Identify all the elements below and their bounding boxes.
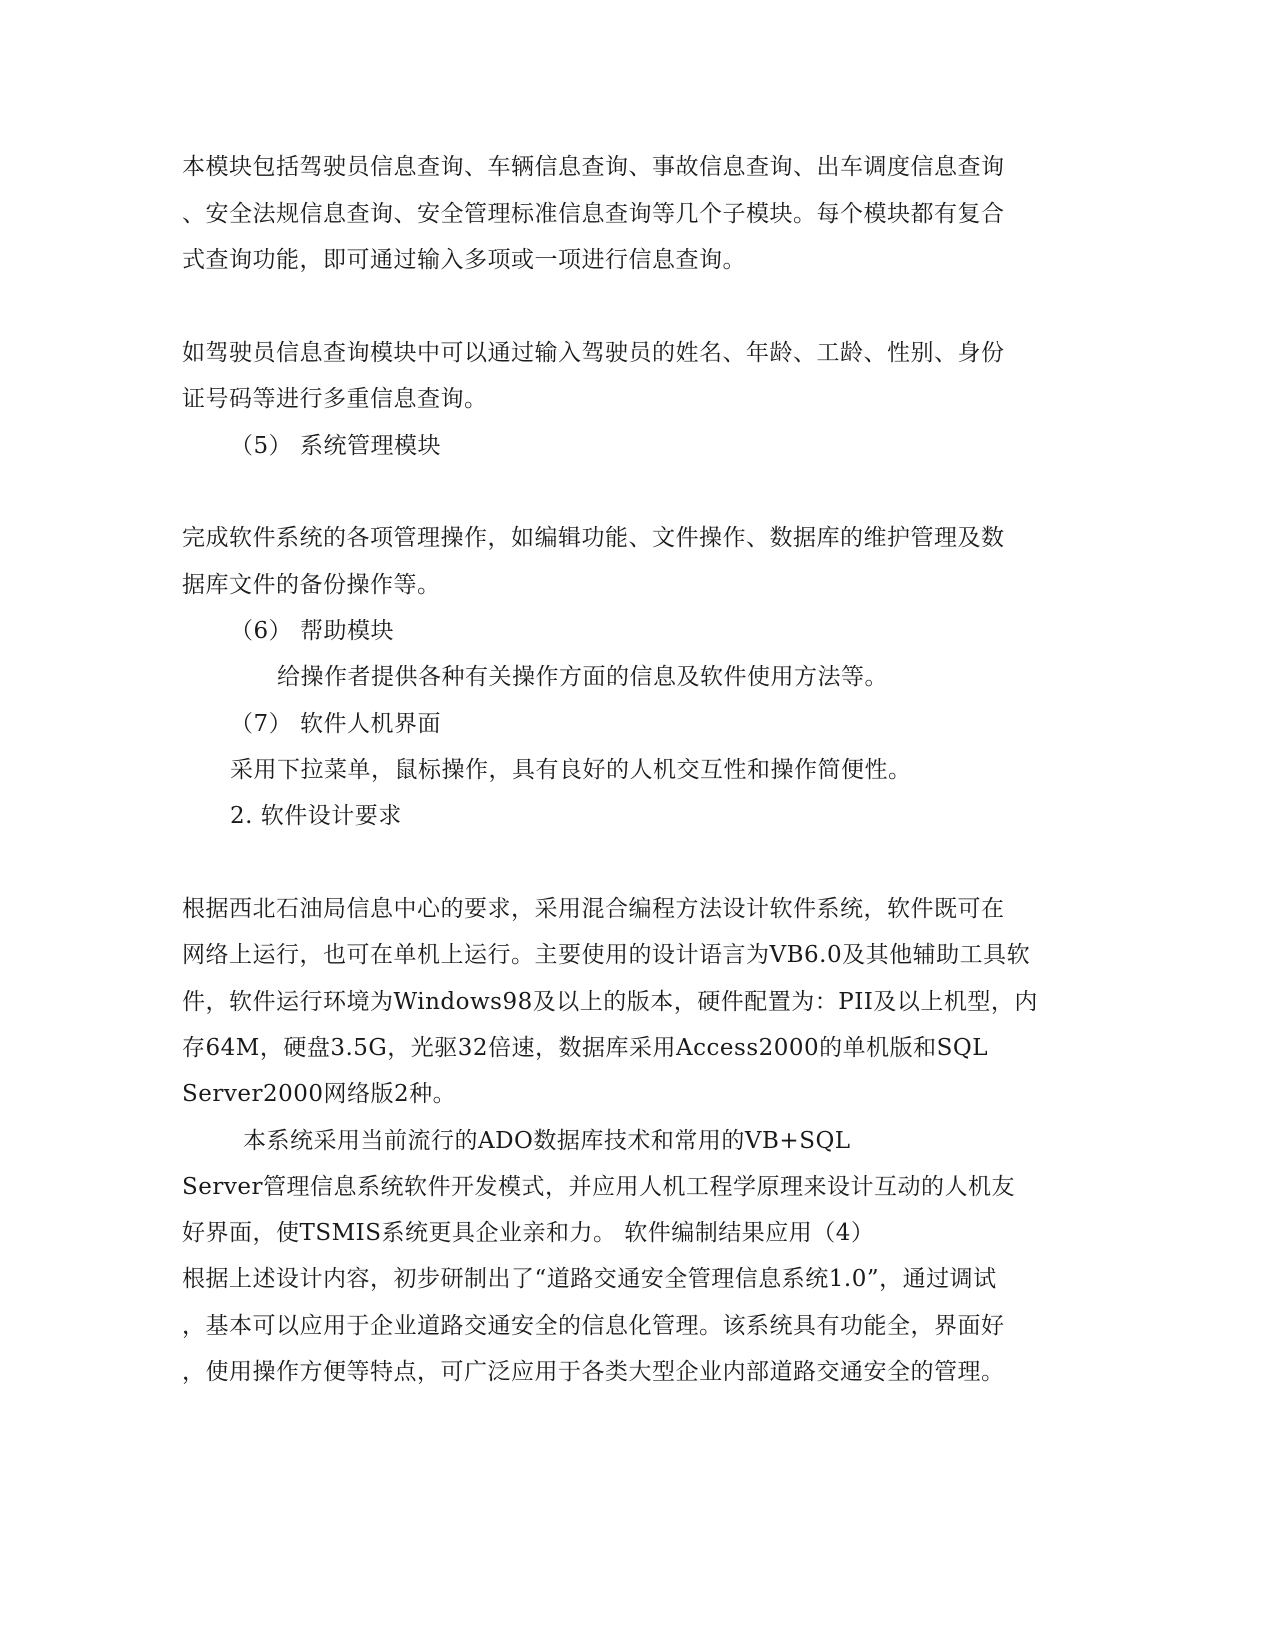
section-heading: （5） 系统管理模块	[230, 433, 441, 459]
text-line: 件，软件运行环境为Windows98及以上的版本，硬件配置为：PII及以上机型，内	[182, 989, 1038, 1015]
text-line: 式查询功能，即可通过输入多项或一项进行信息查询。	[182, 247, 746, 273]
text-line: ，基本可以应用于企业道路交通安全的信息化管理。该系统具有功能全，界面好	[182, 1313, 1005, 1339]
text-line: Server2000网络版2种。	[182, 1081, 457, 1107]
text-line: ，使用操作方便等特点，可广泛应用于各类大型企业内部道路交通安全的管理。	[182, 1359, 1005, 1385]
text-line: 完成软件系统的各项管理操作，如编辑功能、文件操作、数据库的维护管理及数	[182, 525, 1005, 551]
text-line: 根据西北石油局信息中心的要求，采用混合编程方法设计软件系统，软件既可在	[182, 896, 1005, 922]
text-line: 采用下拉菜单，鼠标操作，具有良好的人机交互性和操作简便性。	[230, 757, 912, 783]
text-line: 本系统采用当前流行的ADO数据库技术和常用的VB+SQL	[243, 1128, 851, 1154]
section-heading: （6） 帮助模块	[230, 618, 394, 644]
text-line: 网络上运行，也可在单机上运行。主要使用的设计语言为VB6.0及其他辅助工具软	[182, 942, 1031, 968]
text-line: 给操作者提供各种有关操作方面的信息及软件使用方法等。	[277, 664, 888, 690]
section-heading: 2. 软件设计要求	[230, 803, 402, 829]
text-line: 据库文件的备份操作等。	[182, 572, 441, 598]
section-heading: （7） 软件人机界面	[230, 711, 441, 737]
text-line: Server管理信息系统软件开发模式，并应用人机工程学原理来设计互动的人机友	[182, 1174, 1015, 1200]
text-line: 如驾驶员信息查询模块中可以通过输入驾驶员的姓名、年龄、工龄、性别、身份	[182, 340, 1005, 366]
text-line: 证号码等进行多重信息查询。	[182, 386, 488, 412]
text-line: 本模块包括驾驶员信息查询、车辆信息查询、事故信息查询、出车调度信息查询	[182, 154, 1005, 180]
text-line: 存64M，硬盘3.5G，光驱32倍速，数据库采用Access2000的单机版和SQL	[182, 1035, 989, 1061]
text-line: 、安全法规信息查询、安全管理标准信息查询等几个子模块。每个模块都有复合	[182, 201, 1005, 227]
text-line: 好界面，使TSMIS系统更具企业亲和力。 软件编制结果应用（4）	[182, 1220, 875, 1246]
text-line: 根据上述设计内容，初步研制出了“道路交通安全管理信息系统1.0”，通过调试	[182, 1266, 997, 1292]
